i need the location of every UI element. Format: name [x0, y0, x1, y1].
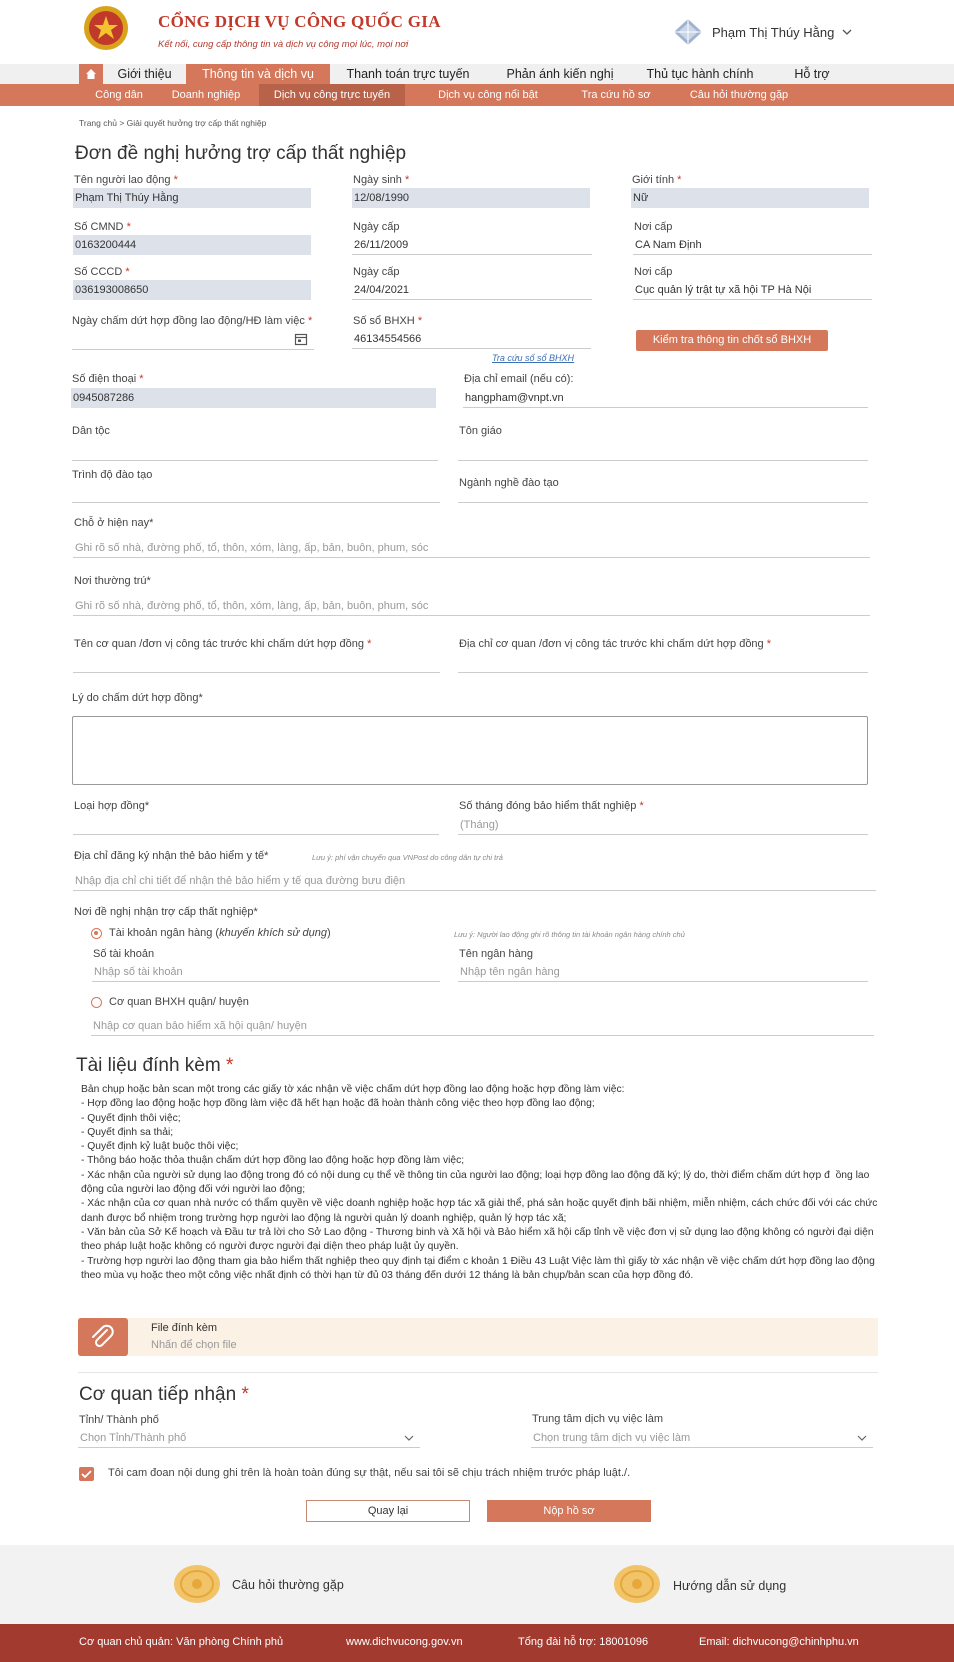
doc-line: - Xác nhận của cơ quan nhà nước có thẩm quyền về việc doanh nghiệp hoặc hợp tác xã giải thể, phá sản hoặc quyết định bãi nhiệm, miễn nhiệm, cách chức đối với các chức danh được bổ nhiệm trong trường hợp người lao động là người quản lý doanh nghiệp, quản lý hợp tác xã; [81, 1198, 881, 1224]
province-label: Tỉnh/ Thành phố [79, 1414, 159, 1426]
cmnd-field[interactable]: 0163200444 [73, 235, 311, 255]
page-title: Đơn đề nghị hưởng trợ cấp thất nghiệp [75, 143, 407, 164]
subnav-dich-vu-cong[interactable]: Dịch vụ công trực tuyến [259, 84, 405, 106]
cccd-issue-place-field[interactable]: Cục quản lý trật tự xã hội TP Hà Nội [633, 280, 872, 300]
chevron-down-icon [857, 1435, 867, 1442]
gender-field[interactable]: Nữ [631, 188, 869, 208]
name-field[interactable]: Phạm Thị Thúy Hằng [73, 188, 311, 208]
home-button[interactable] [79, 64, 103, 84]
doc-line: Bản chụp hoặc bản scan một trong các giấy tờ xác nhận về việc chấm dứt hợp đồng lao động hoặc hợp đồng làm việc: [81, 1084, 625, 1095]
cmnd-label: Số CMND * [74, 221, 131, 233]
attach-button[interactable] [78, 1318, 128, 1356]
nav-gioi-thieu[interactable]: Giới thiệu [117, 67, 172, 81]
nav-thu-tuc[interactable]: Thủ tục hành chính [646, 67, 754, 81]
cccd-label: Số CCCD * [74, 266, 130, 278]
education-label: Trình độ đào tạo [72, 469, 153, 481]
chevron-down-icon [842, 28, 852, 36]
site-footer [0, 1624, 954, 1662]
commit-text: Tôi cam đoan nội dung ghi trên là hoàn toàn đúng sự thật, nếu sai tôi sẽ chịu trách nhiệm trước pháp luật./. [108, 1467, 631, 1479]
cccd-issue-date-label: Ngày cấp [353, 266, 400, 278]
subnav-tra-cuu[interactable]: Tra cứu hồ sơ [581, 89, 651, 101]
footer-website[interactable]: www.dichvucong.gov.vn [346, 1636, 463, 1648]
cmnd-issue-date-field[interactable]: 26/11/2009 [352, 235, 592, 255]
commit-checkbox[interactable] [79, 1467, 94, 1481]
user-name: Phạm Thị Thúy Hằng [712, 24, 835, 40]
guide-seal-icon [613, 1564, 661, 1604]
chevron-down-icon [404, 1435, 414, 1442]
bank-radio[interactable] [91, 928, 102, 939]
dob-field[interactable]: 12/08/1990 [352, 188, 590, 208]
doc-line: - Quyết định sa thải; [81, 1126, 174, 1138]
employer-address-label: Địa chỉ cơ quan /đơn vị công tác trước khi chấm dứt hợp đồng * [459, 638, 772, 650]
breadcrumb[interactable]: Trang chủ > Giải quyết hưởng trợ cấp thất nghiệp [79, 118, 267, 128]
permanent-address-field[interactable]: Ghi rõ số nhà, đường phố, tổ, thôn, xóm, làng, ấp, bản, buôn, phum, sóc [73, 596, 870, 616]
site-header [0, 0, 954, 64]
file-label: File đính kèm [151, 1322, 218, 1334]
doc-line: - Quyết định thôi việc; [81, 1112, 181, 1124]
calendar-icon[interactable] [294, 332, 308, 346]
subnav-cong-dan[interactable]: Công dân [95, 89, 143, 101]
main-nav [0, 64, 954, 84]
religion-label: Tôn giáo [459, 425, 502, 437]
employer-field[interactable] [73, 653, 440, 673]
faq-seal-icon [173, 1564, 221, 1604]
home-icon [85, 68, 97, 80]
contract-end-label: Ngày chấm dứt hợp đồng lao động/HĐ làm việc * [72, 315, 313, 327]
center-label: Trung tâm dịch vụ việc làm [532, 1413, 664, 1425]
account-field[interactable]: Nhập số tài khoản [92, 962, 440, 982]
attachments-description [81, 1083, 881, 1283]
site-title[interactable]: CỔNG DỊCH VỤ CÔNG QUỐC GIA [158, 12, 441, 31]
ethnic-label: Dân tộc [72, 425, 110, 437]
avatar [672, 18, 704, 46]
check-bhxh-button[interactable]: Kiểm tra thông tin chốt sổ BHXH [636, 330, 828, 351]
footer-links [0, 1545, 954, 1624]
divider [78, 1372, 878, 1373]
contract-end-date-field[interactable] [72, 330, 314, 350]
phone-label: Số điện thoại * [72, 373, 144, 385]
nav-thong-tin-dich-vu[interactable]: Thông tin và dịch vụ [186, 64, 330, 84]
paperclip-icon [78, 1318, 128, 1356]
insurance-card-field[interactable]: Nhập địa chỉ chi tiết để nhận thẻ bảo hiểm y tế qua đường bưu điện [73, 871, 876, 891]
bank-option-label: Tài khoản ngân hàng (khuyến khích sử dụng) [109, 927, 331, 939]
insurance-card-label: Địa chỉ đăng ký nhận thẻ bảo hiểm y tế* [74, 850, 269, 862]
bhxh-office-field[interactable]: Nhập cơ quan bảo hiểm xã hội quận/ huyện [91, 1016, 874, 1036]
sub-nav [0, 84, 954, 106]
bank-name-label: Tên ngân hàng [459, 948, 534, 960]
cccd-field[interactable]: 036193008650 [73, 280, 311, 300]
religion-field[interactable] [458, 441, 868, 461]
gender-label: Giới tính * [632, 174, 682, 186]
faq-link[interactable]: Câu hỏi thường gặp [232, 1578, 344, 1592]
contract-type-field[interactable] [73, 815, 439, 835]
ethnic-field[interactable] [72, 441, 438, 461]
major-field[interactable] [458, 483, 868, 503]
receive-label: Nơi đề nghị nhận trợ cấp thất nghiệp* [74, 906, 258, 918]
months-field[interactable]: (Tháng) [458, 815, 868, 835]
bank-note: Lưu ý: Người lao động ghi rõ thông tin tài khoản ngân hàng chính chủ [454, 930, 685, 939]
doc-line: - Hợp đồng lao động hoặc hợp đồng làm việc đã hết hạn hoặc đã hoàn thành công việc theo hợp đồng lao động; [81, 1098, 595, 1110]
bhxh-option-label: Cơ quan BHXH quận/ huyện [109, 996, 249, 1008]
cmnd-issue-place-label: Nơi cấp [634, 221, 673, 233]
current-address-label: Chỗ ở hiện nay* [74, 517, 154, 529]
bhxh-field[interactable]: 46134554566 [352, 329, 591, 349]
reason-label: Lý do chấm dứt hợp đồng* [72, 692, 203, 704]
dob-label: Ngày sinh * [353, 174, 410, 186]
cmnd-issue-place-field[interactable]: CA Nam Định [633, 235, 872, 255]
subnav-noi-bat[interactable]: Dịch vụ công nổi bật [438, 89, 538, 101]
education-field[interactable] [72, 483, 440, 503]
permanent-address-label: Nơi thường trú* [74, 575, 151, 587]
footer-owner: Cơ quan chủ quản: Văn phòng Chính phủ [79, 1636, 284, 1648]
contract-type-label: Loại hợp đồng* [74, 800, 150, 812]
file-upload[interactable] [78, 1318, 878, 1356]
email-label: Địa chỉ email (nếu có): [464, 373, 574, 385]
back-button[interactable]: Quay lại [306, 1500, 470, 1522]
agency-title: Cơ quan tiếp nhận * [79, 1384, 249, 1405]
insurance-card-note: Lưu ý: phí vận chuyển qua VNPost do công dân tự chi trả [312, 853, 503, 862]
guide-link[interactable]: Hướng dẫn sử dụng [673, 1579, 787, 1593]
months-label: Số tháng đóng bảo hiểm thất nghiệp * [459, 800, 644, 812]
nav-phan-anh[interactable]: Phản ánh kiến nghị [506, 67, 614, 81]
subnav-faq[interactable]: Câu hỏi thường gặp [689, 89, 789, 101]
footer-email[interactable]: Email: dichvucong@chinhphu.vn [699, 1636, 859, 1648]
check-icon [79, 1467, 94, 1481]
center-select[interactable]: Chọn trung tâm dịch vụ việc làm [531, 1428, 873, 1448]
email-field[interactable]: hangpham@vnpt.vn [463, 388, 868, 408]
province-select[interactable]: Chọn Tỉnh/Thành phố [78, 1428, 420, 1448]
phone-field[interactable]: 0945087286 [71, 388, 436, 408]
current-address-field[interactable]: Ghi rõ số nhà, đường phố, tổ, thôn, xóm, làng, ấp, bản, buôn, phum, sóc [73, 538, 870, 558]
submit-button[interactable]: Nộp hồ sơ [487, 1500, 651, 1522]
national-emblem-logo[interactable] [78, 4, 134, 52]
bhxh-lookup-link[interactable]: Tra cứu số sổ BHXH [492, 353, 575, 363]
doc-line: - Quyết định kỷ luật buộc thôi việc; [81, 1141, 239, 1153]
bhxh-label: Số sổ BHXH * [353, 315, 423, 327]
bank-name-field[interactable]: Nhập tên ngân hàng [458, 962, 868, 982]
cmnd-issue-date-label: Ngày cấp [353, 221, 400, 233]
bhxh-office-radio[interactable] [91, 997, 102, 1008]
file-placeholder[interactable]: Nhấn để chọn file [151, 1339, 237, 1351]
reason-textarea[interactable] [72, 716, 868, 785]
doc-line: - Trường hợp người lao động tham gia bảo hiểm thất nghiệp theo quy định tại điểm c khoản 1 Điều 43 Luật Việc làm thì giấy tờ xác nhận về việc chấm dứt hợp đồng lao động theo mùa vụ hoặc theo một công việc nhất định có thời hạn từ đủ 03 tháng đến dưới 12 tháng là bản chụp/bản scan của hợp đồng đó. [81, 1255, 878, 1281]
doc-line: - Thông báo hoặc thỏa thuận chấm dứt hợp đồng lao động hoặc hợp đồng làm việc; [81, 1155, 465, 1167]
subnav-doanh-nghiep[interactable]: Doanh nghiệp [171, 89, 241, 101]
doc-line: - Văn bản của Sở Kế hoạch và Đầu tư trả lời cho Sở Lao động - Thương binh và Xã hội và Bảo hiểm xã hội cấp tỉnh về việc đơn vị sử dụng lao động không có người đại diện theo pháp luật hoặc không có người được người đại diện theo pháp luật ủy quyền. [81, 1226, 877, 1253]
user-menu[interactable] [672, 18, 852, 46]
cccd-issue-date-field[interactable]: 24/04/2021 [352, 280, 592, 300]
nav-thanh-toan[interactable]: Thanh toán trực tuyến [346, 67, 470, 81]
attachments-title: Tài liệu đính kèm * [76, 1055, 234, 1076]
name-label: Tên người lao động * [74, 174, 178, 186]
account-label: Số tài khoản [93, 948, 155, 960]
employer-address-field[interactable] [458, 653, 868, 673]
footer-hotline: Tổng đài hỗ trợ: 18001096 [518, 1636, 649, 1648]
employer-label: Tên cơ quan /đơn vị công tác trước khi chấm dứt hợp đồng * [74, 638, 372, 650]
major-label: Ngành nghề đào tạo [459, 477, 559, 489]
cccd-issue-place-label: Nơi cấp [634, 266, 673, 278]
site-slogan: Kết nối, cung cấp thông tin và dịch vụ công mọi lúc, mọi nơi [158, 39, 409, 50]
doc-line: - Xác nhận của người sử dụng lao động trong đó có nội dung cụ thể về thông tin của người lao động; loại hợp đồng lao động đã ký; lý do, thời điểm chấm dứt hợp đ ồng lao động của người lao động đối với người lao động; [81, 1169, 873, 1196]
nav-ho-tro[interactable]: Hỗ trợ [794, 67, 830, 81]
